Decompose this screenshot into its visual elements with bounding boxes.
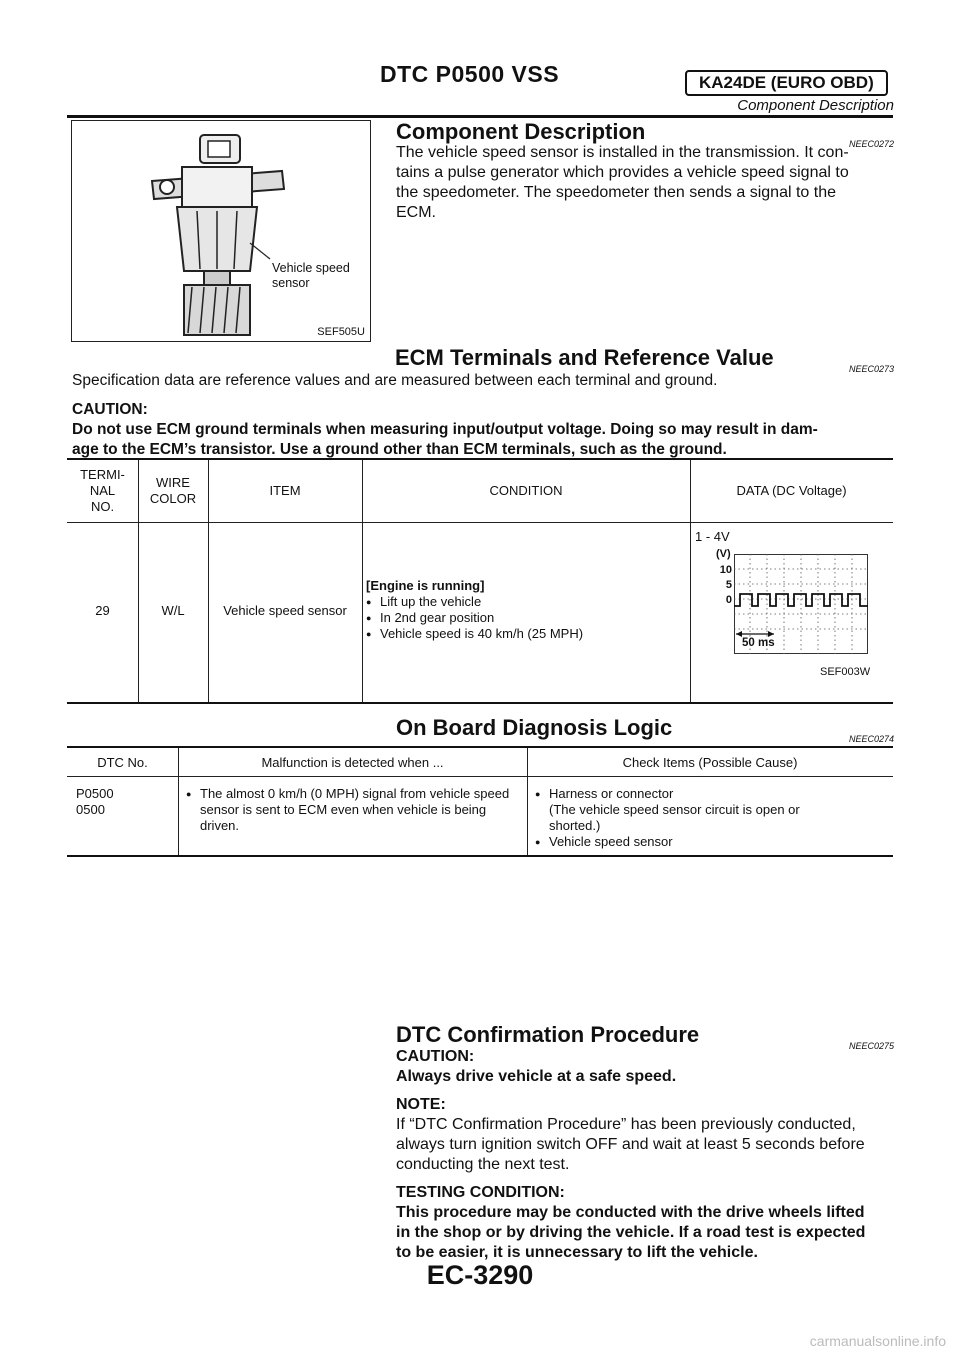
wave-time: 50 ms (742, 637, 775, 649)
header-rule (67, 115, 893, 118)
ref-code: NEEC0275 (848, 1041, 894, 1051)
malfunction-value: ● The almost 0 km/h (0 MPH) signal from vehicle speed sensor is sent to ECM even when vehicle is being driven. (186, 786, 522, 834)
col-data: DATA (DC Voltage) (736, 483, 847, 498)
table-rule (67, 702, 893, 704)
col-wire-color: WIRE COLOR (149, 475, 197, 506)
sensor-figure (71, 120, 371, 342)
dtc-confirmation-body: CAUTION: Always drive vehicle at a safe speed. NOTE: If “DTC Confirmation Procedure” has been previously conducted, always turn ignition switch OFF and wait at least 5 seconds before conducting the next test. TESTING CONDITION: This procedure may be conducted with the drive wheels lifted in the shop or by driving the vehicle. If a road test is expected to be easier, it is unnecessary to lift the vehicle. (396, 1048, 866, 1261)
waveform-figure (700, 548, 870, 660)
item-value: Vehicle speed sensor (223, 603, 347, 618)
dtc-confirmation-heading: DTC Confirmation Procedure (396, 1022, 700, 1047)
terminal-value: 29 (95, 603, 110, 618)
data-value: 1 - 4V (695, 529, 730, 544)
vehicle-speed-sensor-illustration (72, 121, 370, 341)
spec-note: Specification data are reference values and are measured between each terminal and ground. (72, 372, 718, 389)
ref-code: NEEC0272 (848, 139, 894, 149)
condition-value: [Engine is running] ● Lift up the vehicle ● In 2nd gear position ● Vehicle speed is 40 km/h (25 MPH) (366, 578, 686, 642)
wave-ticks: 10 5 0 (719, 564, 732, 606)
table-rule (67, 855, 893, 857)
table-rule (67, 746, 893, 748)
page-title: DTC P0500 VSS (380, 61, 560, 87)
col-item: ITEM (269, 483, 301, 498)
dtc-value: P0500 0500 (76, 786, 114, 817)
table-rule (67, 522, 893, 523)
col-condition: CONDITION (489, 483, 563, 498)
page-subtitle: Component Description (737, 97, 894, 114)
table-rule (67, 776, 893, 777)
component-description-heading: Component Description (396, 119, 646, 144)
ecm-terminals-heading: ECM Terminals and Reference Value (395, 345, 774, 370)
engine-badge: KA24DE (EURO OBD) (685, 70, 888, 96)
col-malfunction: Malfunction is detected when ... (261, 755, 444, 770)
col-terminal: TERMI- NAL NO. (80, 467, 125, 514)
wave-unit: (V) (716, 548, 731, 560)
wire-value: W/L (161, 603, 185, 618)
col-dtc-no: DTC No. (97, 755, 148, 770)
check-items-value: ● Harness or connector (The vehicle speed sensor circuit is open or shorted.) ● Vehicle speed sensor (535, 786, 885, 850)
component-description-text: The vehicle speed sensor is installed in the transmission. It con- tains a pulse generator which provides a vehicle speed signal to the speedometer. The speedometer then sends a signal to the ECM. (396, 144, 849, 221)
wave-caption: SEF003W (820, 666, 871, 678)
page-number: EC-3290 (426, 1260, 534, 1290)
table-rule (67, 458, 893, 460)
sensor-label: Vehicle speed sensor (272, 261, 350, 290)
ref-code: NEEC0273 (848, 364, 894, 374)
figure-caption: SEF505U (317, 326, 365, 338)
watermark: carmanualsonline.info (809, 1333, 946, 1349)
ref-code: NEEC0274 (848, 734, 894, 744)
col-check-items: Check Items (Possible Cause) (622, 755, 798, 770)
ecm-caution: CAUTION: Do not use ECM ground terminals when measuring input/output voltage. Doing so may result in dam- age to the ECM’s transistor. Use a ground other than ECM terminals, such as the ground. (72, 401, 818, 458)
obd-logic-heading: On Board Diagnosis Logic (396, 715, 673, 740)
